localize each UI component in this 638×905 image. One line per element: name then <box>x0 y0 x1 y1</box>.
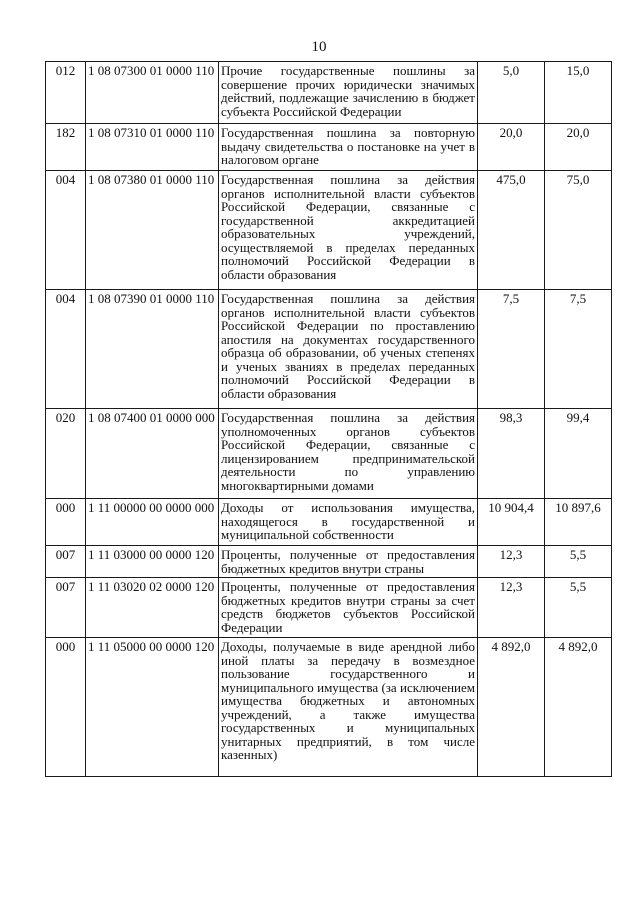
value-cell-1: 5,0 <box>478 62 545 124</box>
admin-code-cell: 012 <box>46 62 86 124</box>
budget-code-cell: 1 08 07400 01 0000 000 <box>86 409 219 499</box>
value-cell-1: 475,0 <box>478 171 545 290</box>
admin-code-cell: 182 <box>46 124 86 171</box>
budget-code-cell: 1 11 03000 00 0000 120 <box>86 546 219 578</box>
admin-code-cell: 004 <box>46 171 86 290</box>
table-row <box>46 578 612 638</box>
budget-code-cell: 1 11 03020 02 0000 120 <box>86 578 219 638</box>
description-cell: Государственная пошлина за действия органов исполнительной власти субъектов Российской Федерации, связанные с государственной аккредитацией образовательных учреждений, осуществляемой в пределах переданных полномочий Российской Федерации в области образования <box>219 171 478 290</box>
value-cell-1: 4 892,0 <box>478 638 545 777</box>
value-cell-1: 10 904,4 <box>478 499 545 546</box>
page-number: 10 <box>311 39 327 55</box>
value-cell-2: 4 892,0 <box>545 638 612 777</box>
value-cell-1: 7,5 <box>478 290 545 409</box>
budget-code-cell: 1 08 07380 01 0000 110 <box>86 171 219 290</box>
value-cell-2: 99,4 <box>545 409 612 499</box>
value-cell-2: 5,5 <box>545 546 612 578</box>
budget-code-cell: 1 11 00000 00 0000 000 <box>86 499 219 546</box>
budget-code-cell: 1 11 05000 00 0000 120 <box>86 638 219 777</box>
description-cell: Государственная пошлина за повторную выдачу свидетельства о постановке на учет в налоговом органе <box>219 124 478 171</box>
admin-code-cell: 020 <box>46 409 86 499</box>
admin-code-cell: 000 <box>46 638 86 777</box>
value-cell-2: 20,0 <box>545 124 612 171</box>
value-cell-1: 98,3 <box>478 409 545 499</box>
value-cell-1: 20,0 <box>478 124 545 171</box>
value-cell-1: 12,3 <box>478 546 545 578</box>
budget-code-cell: 1 08 07310 01 0000 110 <box>86 124 219 171</box>
table-row <box>46 124 612 171</box>
table-row <box>46 499 612 546</box>
table-row <box>46 546 612 578</box>
budget-revenue-table <box>45 61 612 777</box>
table-row <box>46 290 612 409</box>
description-cell: Государственная пошлина за действия уполномоченных органов субъектов Российской Федерации, связанные с лицензированием предпринимательской деятельности по управлению многоквартирными домами <box>219 409 478 499</box>
value-cell-1: 12,3 <box>478 578 545 638</box>
table-row <box>46 409 612 499</box>
value-cell-2: 10 897,6 <box>545 499 612 546</box>
admin-code-cell: 000 <box>46 499 86 546</box>
table-row <box>46 638 612 777</box>
description-cell: Проценты, полученные от предоставления бюджетных кредитов внутри страны <box>219 546 478 578</box>
description-cell: Проценты, полученные от предоставления бюджетных кредитов внутри страны за счет средств бюджетов субъектов Российской Федерации <box>219 578 478 638</box>
description-cell: Государственная пошлина за действия органов исполнительной власти субъектов Российской Федерации по проставлению апостиля на документах государственного образца об образовании, об ученых степенях и ученых званиях в пределах переданных полномочий Российской Федерации в области образования <box>219 290 478 409</box>
table-row <box>46 62 612 124</box>
budget-code-cell: 1 08 07390 01 0000 110 <box>86 290 219 409</box>
admin-code-cell: 007 <box>46 546 86 578</box>
value-cell-2: 75,0 <box>545 171 612 290</box>
admin-code-cell: 007 <box>46 578 86 638</box>
admin-code-cell: 004 <box>46 290 86 409</box>
table-row <box>46 171 612 290</box>
value-cell-2: 15,0 <box>545 62 612 124</box>
description-cell: Доходы от использования имущества, находящегося в государственной и муниципальной собственности <box>219 499 478 546</box>
description-cell: Доходы, получаемые в виде арендной либо иной платы за передачу в возмездное пользование государственного и муниципального имущества (за исключением имущества бюджетных и автономных учреждений, а также имущества государственных и муниципальных унитарных предприятий, в том числе казенных) <box>219 638 478 777</box>
value-cell-2: 7,5 <box>545 290 612 409</box>
budget-code-cell: 1 08 07300 01 0000 110 <box>86 62 219 124</box>
value-cell-2: 5,5 <box>545 578 612 638</box>
description-cell: Прочие государственные пошлины за совершение прочих юридически значимых действий, подлежащие зачислению в бюджет субъекта Российской Федерации <box>219 62 478 124</box>
